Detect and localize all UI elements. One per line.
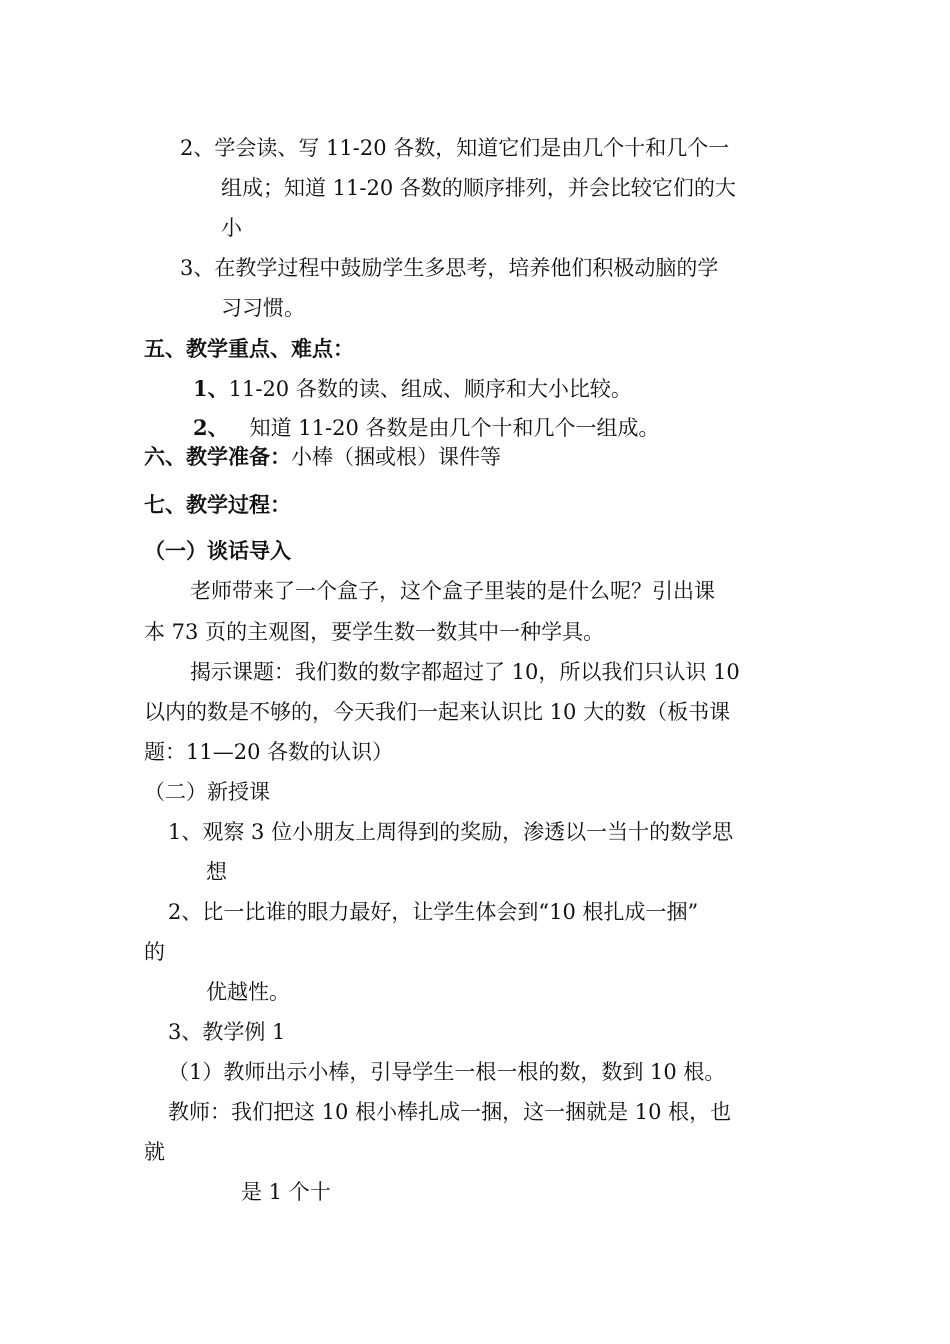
example-1-step-1: （1）教师出示小棒，引导学生一根一根的数，数到 10 根。 [168,1060,726,1084]
intro-paragraph-1-line-2: 本 73 页的主观图，要学生数一数其中一种学具。 [144,620,605,644]
key-points-heading: 五、教学重点、难点： [144,336,354,361]
intro-paragraph-2-line-2: 以内的数是不够的，今天我们一起来认识比 10 大的数（板书课 [144,700,731,724]
intro-heading: （一）谈话导入 [144,538,291,563]
objective-3-line-2: 习习惯。 [221,296,305,320]
objective-2-line-2: 组成；知道 11-20 各数的顺序排列，并会比较它们的大 [221,176,736,200]
new-lesson-item-2-line-3: 优越性。 [206,980,290,1004]
teacher-line-1: 教师：我们把这 10 根小棒扎成一捆，这一捆就是 10 根，也 [168,1100,732,1124]
preparation-line [144,443,501,471]
new-lesson-item-1-line-2: 想 [206,860,227,884]
new-lesson-item-2-line-1: 2、比一比谁的眼力最好，让学生体会到“10 根扎成一捆” [168,900,699,924]
intro-paragraph-1-line-1: 老师带来了一个盒子，这个盒子里装的是什么呢？引出课 [190,579,715,603]
teacher-line-2: 就 [144,1140,165,1164]
objective-2-line-3: 小 [221,216,242,240]
new-lesson-item-1-line-1: 1、观察 3 位小朋友上周得到的奖励，渗透以一当十的数学思 [168,820,734,844]
objective-2-line-1: 2、学会读、写 11-20 各数，知道它们是由几个十和几个一 [180,136,730,160]
key-point-2-text: 知道 11-20 各数是由几个十和几个一组成。 [249,416,660,440]
key-point-2 [193,414,660,442]
key-point-1-text: 11-20 各数的读、组成、顺序和大小比较。 [228,377,632,401]
process-heading: 七、教学过程： [144,492,291,517]
new-lesson-item-2-line-2: 的 [144,940,165,964]
objective-3-line-1: 3、在教学过程中鼓励学生多思考，培养他们积极动脑的学 [180,256,719,280]
key-point-2-number: 2、 [193,415,229,440]
intro-paragraph-2-line-3: 题：11—20 各数的认识） [144,740,394,764]
intro-paragraph-2-line-1: 揭示课题：我们数的数字都超过了 10，所以我们只认识 10 [190,660,740,684]
teacher-line-3: 是 1 个十 [241,1180,331,1204]
new-lesson-heading: （二）新授课 [144,780,270,804]
key-point-1-number: 1、 [193,376,229,401]
new-lesson-item-3: 3、教学例 1 [168,1020,286,1044]
key-point-1 [193,375,632,403]
preparation-text: 小棒（捆或根）课件等 [291,445,501,469]
preparation-heading: 六、教学准备： [144,444,291,469]
